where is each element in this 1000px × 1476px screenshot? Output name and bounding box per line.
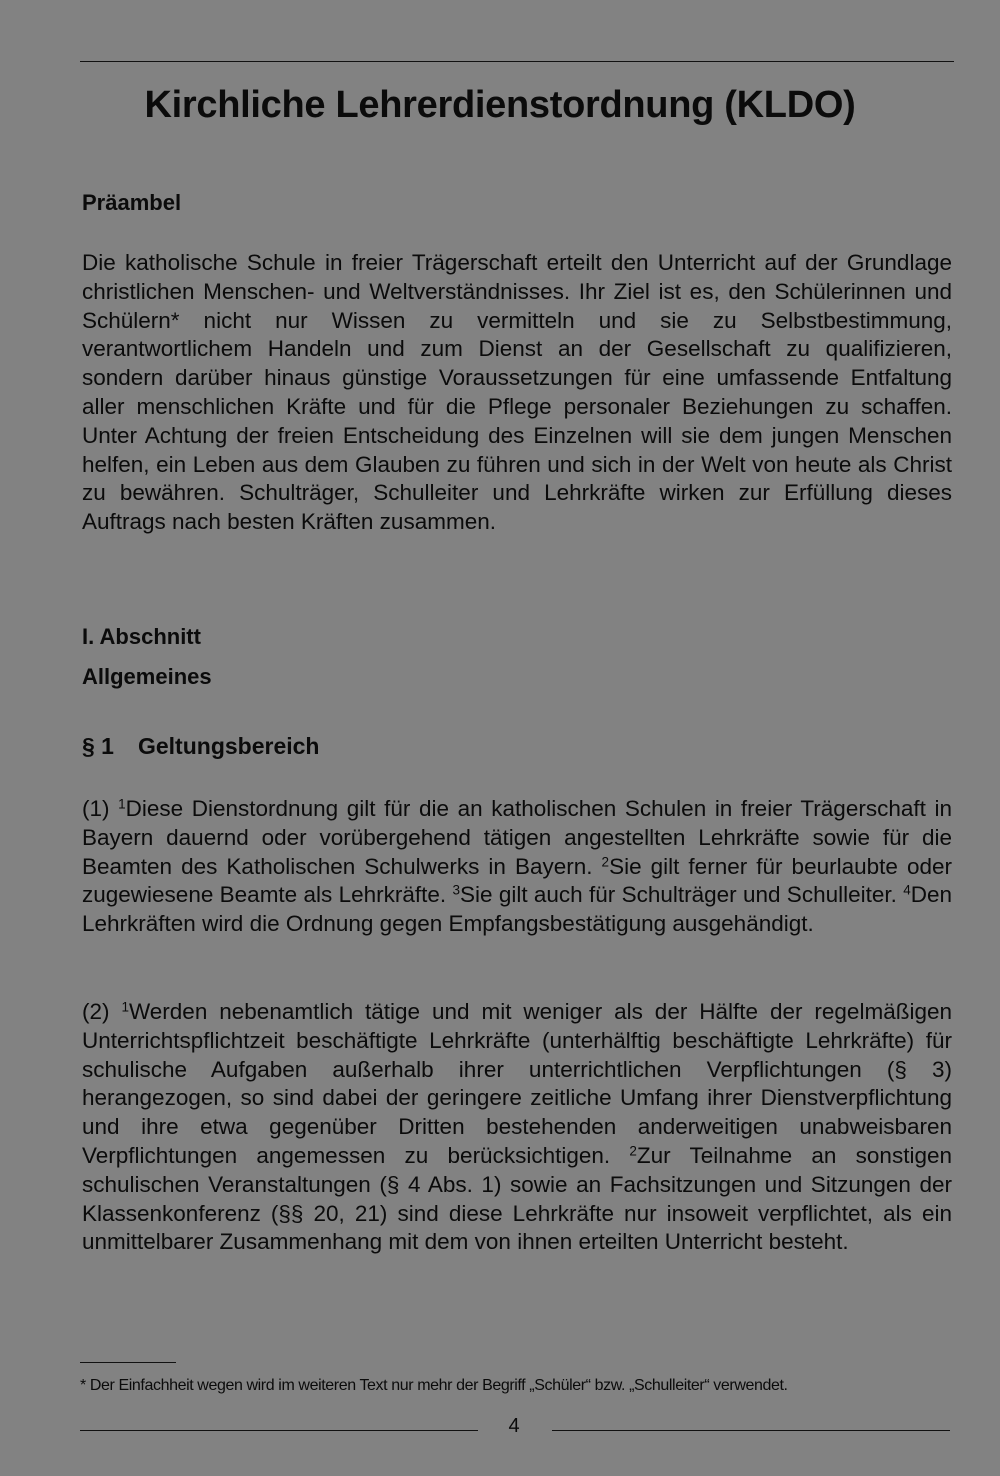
section-name: Allgemeines — [82, 664, 212, 689]
sentence-marker: 2 — [629, 1143, 637, 1159]
paragraph-heading — [82, 733, 319, 760]
sentence: Den Lehrkräften wird die Ordnung gegen Empfangsbestätigung ausgehändigt. — [82, 882, 952, 937]
section-number: I. Abschnitt — [82, 624, 201, 649]
sentence: Sie gilt auch für Schulträger und Schulleiter. — [460, 882, 897, 908]
preamble-heading: Präambel — [82, 190, 182, 215]
sentence-marker: 1 — [118, 796, 126, 812]
absatz-1 — [82, 795, 952, 939]
paragraph-symbol: § 1 — [82, 733, 114, 759]
sentence: Diese Dienstordnung gilt für die an katholischen Schulen in freier Trägerschaft in Bayern dauernd oder vorübergehend tätigen angestellten Lehrkräfte sowie für die Beamten des Katholischen Schulwerks in Bayern. — [82, 796, 952, 879]
sentence-marker: 1 — [121, 999, 129, 1015]
absatz-label: (2) — [82, 999, 110, 1024]
sentence: Werden nebenamtlich tätige und mit weniger als der Hälfte der regelmäßigen Unterrichtspflichtzeit beschäftigte Lehrkräfte (unterhälftig beschäftigte Lehrkräfte) für schulische Aufgaben außerhalb ihrer unterrichtlichen Verpflichtungen (§ 3) herangezogen, so sind dabei der geringere zeitliche Umfang ihrer Dienstverpflichtung und ihre etwa gegenüber Dritten bestehenden anderweitigen unabweisbaren Verpflichtungen angemessen zu berücksichtigen. — [82, 999, 952, 1168]
footer-rule-left — [80, 1430, 478, 1431]
sentence: Sie gilt ferner für beurlaubte oder zugewiesene Beamte als Lehrkräfte. — [82, 853, 952, 908]
footnote-rule — [80, 1362, 176, 1363]
document-title: Kirchliche Lehrerdienstordnung (KLDO) — [144, 84, 856, 126]
footer-rule-right — [552, 1430, 950, 1431]
sentence-marker: 2 — [601, 854, 610, 870]
absatz-2 — [82, 998, 952, 1257]
page-number: 4 — [508, 1415, 520, 1437]
preamble-text: Die katholische Schule in freier Trägerschaft erteilt den Unterricht auf der Grundlage christlichen Menschen- und Weltverständnisses. Ihr Ziel ist es, den Schülerinnen und Schülern* nicht nur Wissen zu vermitteln und sie zu Selbstbestimmung, verantwortlichem Handeln und zum Dienst an der Gesellschaft zu qualifizieren, sondern darüber hinaus günstige Voraussetzungen für eine umfassende Entfaltung aller menschlichen Kräfte und für die Pflege personaler Beziehungen zu schaffen. Unter Achtung der freien Entscheidung des Einzelnen will sie dem jungen Menschen helfen, ein Leben aus dem Glauben zu führen und sich in der Welt von heute als Christ zu bewähren. Schulträger, Schulleiter und Lehrkräfte wirken zur Erfüllung dieses Auftrags nach besten Kräften zusammen. — [82, 250, 952, 535]
paragraph-title: Geltungsbereich — [137, 733, 320, 759]
header-rule — [80, 61, 954, 62]
sentence-marker: 3 — [452, 882, 460, 898]
sentence-marker: 4 — [903, 882, 911, 898]
absatz-label: (1) — [82, 796, 110, 821]
sentence: Zur Teilnahme an sonstigen schulischen Veranstaltungen (§ 4 Abs. 1) sowie an Fachsitzungen und Sitzungen der Klassenkonferenz (§§ 20, 21) sind diese Lehrkräfte nur insoweit verpflichtet, als ein unmittelbarer Zusammenhang mit dem von ihnen erteilten Unterricht besteht. — [82, 1142, 952, 1255]
footnote: * Der Einfachheit wegen wird im weiteren Text nur mehr der Begriff „Schüler“ bzw. „Schulleiter“ verwendet. — [80, 1377, 788, 1394]
